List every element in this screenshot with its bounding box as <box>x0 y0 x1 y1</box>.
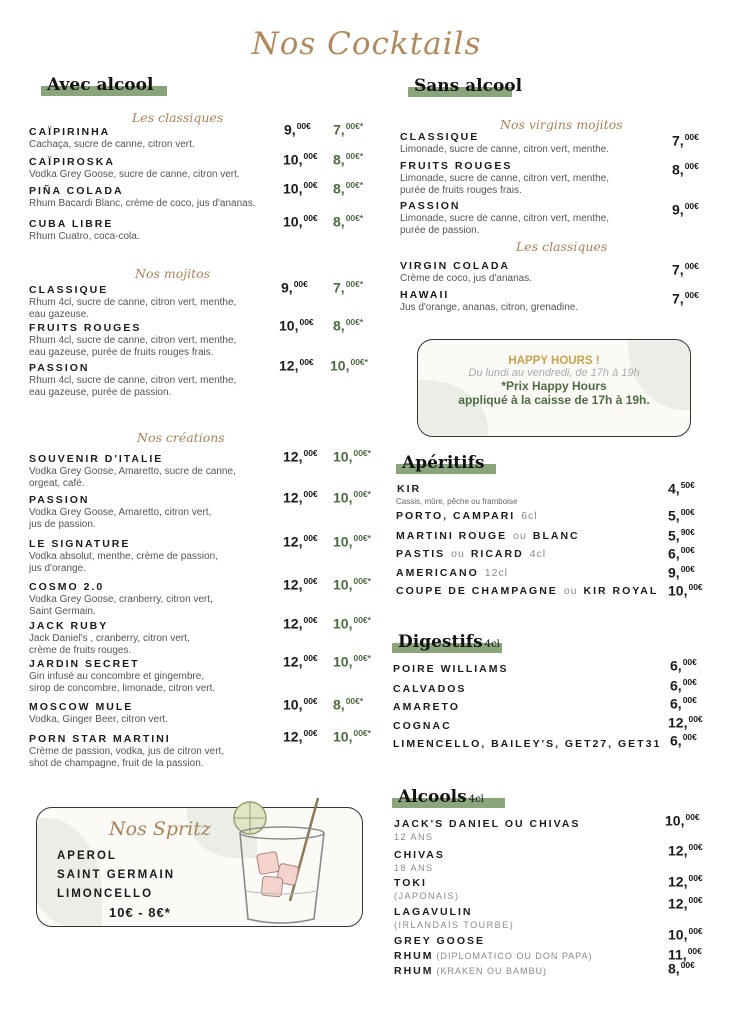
price-amount: 4, <box>668 480 680 497</box>
price-amount: 12, <box>283 533 303 550</box>
price-cents: 00€ <box>688 926 703 936</box>
drink-name: CLASSIQUE <box>29 284 109 296</box>
drink-name: KIR <box>397 483 422 495</box>
price <box>672 201 699 218</box>
price-happy-hour <box>333 448 371 465</box>
price <box>668 564 695 581</box>
spritz-label: Nos Spritz <box>109 818 211 840</box>
price-cents: 00€* <box>345 180 364 190</box>
drink-description: Limonade, sucre de canne, citron vert, menthe, <box>400 173 610 184</box>
price-cents: 00€ <box>688 714 703 724</box>
price-cents: 00€ <box>680 564 695 574</box>
drink-name: CUBA LIBRE <box>29 218 114 230</box>
section-title: Alcools <box>398 787 467 807</box>
drink-description: eau gazeuse, purée de fruits rouges frais. <box>29 346 214 358</box>
price-amount: 8, <box>672 161 684 178</box>
price-amount: 8, <box>333 696 345 713</box>
page-title: Nos Cocktails <box>251 26 482 62</box>
section-title: Sans alcool <box>414 76 523 96</box>
price-cents: 00€ <box>688 842 703 852</box>
price-amount: 6, <box>670 695 682 712</box>
drink-description: Limonade, sucre de canne, citron vert, menthe. <box>400 144 610 155</box>
price-cents: 00€* <box>353 728 371 738</box>
drink-name: PASSION <box>400 200 461 212</box>
price-cents: 00€ <box>303 728 318 738</box>
price-regular <box>279 357 314 374</box>
price-amount: 5, <box>668 527 680 544</box>
drink-name: CAÏPIRINHA <box>29 126 111 138</box>
drink-name: JACK RUBY <box>29 620 109 632</box>
alcool-detail: (JAPONAIS) <box>394 891 460 901</box>
aperitif-part: 4cl <box>529 548 547 560</box>
price <box>668 873 703 890</box>
alcool-detail: (DIPLOMATICO OU DON PAPA) <box>436 951 593 961</box>
alcool-detail: (IRLANDAIS TOURBE) <box>394 920 515 930</box>
price-regular <box>283 615 318 632</box>
subsection-mojitos-label: Nos mojitos <box>135 266 211 281</box>
price-cents: 00€ <box>684 261 699 271</box>
cocktail-glass-illustration <box>228 793 343 928</box>
aperitif-item <box>396 567 514 579</box>
price-amount: 6, <box>670 732 682 749</box>
aperitif-item <box>396 530 586 542</box>
price-amount: 10, <box>283 696 303 713</box>
alcool-item <box>394 818 580 830</box>
price-cents: 50€ <box>680 480 695 490</box>
price <box>668 842 703 859</box>
drink-description: Cassis, mûre, pêche ou framboise <box>396 497 518 506</box>
drink-description: Rhum 4cl, sucre de canne, citron vert, menthe, <box>29 375 237 386</box>
drink-description: shot de champagne, fruit de la passion. <box>29 757 204 769</box>
price-amount: 11, <box>668 946 687 963</box>
section-unit: 4cl <box>468 794 484 805</box>
price-cents: 00€ <box>685 812 700 822</box>
drink-description: Gin infusé au concombre et gingembre, <box>29 671 205 682</box>
price-regular <box>283 533 318 550</box>
price-cents: 00€ <box>682 677 697 687</box>
drink-description: Vodka Grey Goose, sucre de canne, citron vert. <box>29 169 240 180</box>
price <box>668 545 695 562</box>
price-amount: 10, <box>330 357 350 374</box>
alcool-name: GREY GOOSE <box>394 935 485 947</box>
price-amount: 6, <box>668 545 680 562</box>
price-cents: 00€ <box>303 180 318 190</box>
alcool-detail: 18 ANS <box>394 863 434 873</box>
price-cents: 00€* <box>353 653 371 663</box>
price-cents: 00€ <box>296 121 311 131</box>
drink-name: PIÑA COLADA <box>29 185 124 197</box>
aperitif-item <box>396 548 552 560</box>
price-amount: 12, <box>283 448 303 465</box>
price-amount: 9, <box>668 564 680 581</box>
price-amount: 9, <box>281 279 293 296</box>
price-amount: 8, <box>668 960 680 977</box>
drink-description: Crème de coco, jus d'ananas. <box>400 273 532 284</box>
drink-name: PORN STAR MARTINI <box>29 733 171 745</box>
price-cents: 00€ <box>680 507 695 517</box>
price-regular <box>281 279 308 296</box>
drink-description: eau gazeuse, purée de passion. <box>29 386 172 398</box>
section-unit: 4cl <box>484 639 500 650</box>
happy-hours-schedule: Du lundi au vendredi, de 17h à 19h <box>468 367 640 379</box>
price-amount: 10, <box>283 180 303 197</box>
price-cents: 00€ <box>293 279 308 289</box>
price-cents: 00€ <box>684 290 699 300</box>
price-amount: 10, <box>279 317 299 334</box>
spritz-price: 10€ - 8€* <box>109 905 171 920</box>
drink-description: Rhum 4cl, sucre de canne, citron vert, menthe, <box>29 297 237 308</box>
price-cents: 00€* <box>345 121 364 131</box>
price-cents: 00€ <box>684 201 699 211</box>
price-amount: 8, <box>333 151 345 168</box>
price <box>672 161 699 178</box>
price-regular <box>283 696 318 713</box>
price <box>668 507 695 524</box>
subsection-classiques-label: Les classiques <box>516 239 608 254</box>
price-cents: 00€* <box>345 317 364 327</box>
aperitif-part: RICARD <box>470 548 524 560</box>
price-cents: 00€ <box>303 489 318 499</box>
price <box>668 895 703 912</box>
price-cents: 00€ <box>303 533 318 543</box>
section-title: Apéritifs <box>402 453 485 473</box>
price-regular <box>279 317 314 334</box>
alcool-name: RHUM <box>394 950 434 962</box>
price-amount: 6, <box>670 657 682 674</box>
drink-description: purée de fruits rouges frais. <box>400 184 522 196</box>
price-amount: 10, <box>333 615 353 632</box>
drink-description: Vodka Grey Goose, cranberry, citron vert, <box>29 594 213 605</box>
price-amount: 12, <box>283 489 303 506</box>
alcool-name: RHUM <box>394 965 434 977</box>
drink-name: JARDIN SECRET <box>29 658 140 670</box>
price-cents: 00€ <box>303 615 318 625</box>
price-amount: 8, <box>333 317 345 334</box>
price <box>665 812 700 829</box>
price-cents: 00€ <box>303 576 318 586</box>
drink-name: HAWAII <box>400 289 450 301</box>
price <box>668 960 695 977</box>
drink-description: Vodka, Ginger Beer, citron vert. <box>29 714 168 725</box>
alcool-name: JACK'S DANIEL OU CHIVAS <box>394 818 581 830</box>
price-happy-hour <box>330 357 368 374</box>
price <box>670 657 697 674</box>
price <box>672 261 699 278</box>
aperitif-part: AMERICANO <box>396 567 479 579</box>
price-regular <box>283 448 318 465</box>
section-title: Avec alcool <box>47 75 154 95</box>
digestif-item: CALVADOS <box>393 683 467 695</box>
alcool-name: LAGAVULIN <box>394 906 473 918</box>
drink-name: CAÏPIROSKA <box>29 156 115 168</box>
price-cents: 00€* <box>345 151 364 161</box>
price-cents: 00€* <box>345 279 364 289</box>
price-cents: 00€ <box>303 653 318 663</box>
ice-cube-icon <box>256 851 279 874</box>
price-amount: 10, <box>333 653 353 670</box>
section-alcools <box>398 787 484 807</box>
price-amount: 10, <box>283 151 303 168</box>
subsection-virgins-label: Nos virgins mojitos <box>500 117 623 132</box>
drink-description: jus d'orange. <box>29 562 86 574</box>
subsection-classiques-label: Les classiques <box>132 110 224 125</box>
price-amount: 7, <box>333 279 345 296</box>
alcool-item <box>394 935 485 947</box>
digestif-item: COGNAC <box>393 720 452 732</box>
price-cents: 00€ <box>303 696 318 706</box>
aperitif-part: MARTINI ROUGE <box>396 530 508 542</box>
price-regular <box>283 213 318 230</box>
price-cents: 00€ <box>682 657 697 667</box>
price <box>668 480 695 497</box>
price-happy-hour <box>333 121 363 138</box>
aperitif-item <box>396 585 664 597</box>
price-regular <box>283 180 318 197</box>
price-regular <box>283 728 318 745</box>
digestif-item: AMARETO <box>393 701 460 713</box>
price-regular <box>284 121 311 138</box>
price-cents: 00€* <box>345 696 364 706</box>
alcool-item <box>394 965 547 977</box>
price-cents: 00€ <box>688 582 703 592</box>
alcool-detail: (KRAKEN OU BAMBU) <box>436 966 548 976</box>
drink-name: FRUITS ROUGES <box>29 322 142 334</box>
spritz-item: LIMONCELLO <box>57 888 154 900</box>
drink-description: Vodka Grey Goose, Amaretto, citron vert, <box>29 507 212 518</box>
price-amount: 6, <box>670 677 682 694</box>
aperitif-part: BLANC <box>532 530 580 542</box>
section-title: Digestifs <box>398 632 483 652</box>
price-cents: 00€* <box>353 615 371 625</box>
price-amount: 12, <box>283 728 303 745</box>
drink-description: Saint Germain. <box>29 605 96 617</box>
drink-description: Vodka Grey Goose, Amaretto, sucre de canne, <box>29 466 236 477</box>
price-cents: 00€ <box>303 213 318 223</box>
aperitif-part: 12cl <box>484 567 509 579</box>
section-avec-alcool <box>47 75 153 95</box>
price-happy-hour <box>333 653 371 670</box>
price-happy-hour <box>333 615 371 632</box>
aperitif-part: PASTIS <box>396 548 446 560</box>
price-amount: 7, <box>672 132 684 149</box>
price-cents: 00€ <box>303 151 318 161</box>
price <box>668 527 695 544</box>
price-cents: 00€ <box>680 960 695 970</box>
price <box>670 732 697 749</box>
drink-description: Cachaça, sucre de canne, citron vert. <box>29 139 195 150</box>
aperitif-part: ou <box>451 548 465 560</box>
drink-description: jus de passion. <box>29 518 96 530</box>
alcool-item <box>394 849 445 861</box>
drink-name: LE SIGNATURE <box>29 538 131 550</box>
subsection-creations-label: Nos créations <box>137 430 225 445</box>
alcool-name: TOKI <box>394 877 427 889</box>
aperitif-part: ou <box>513 530 527 542</box>
aperitif-part: COUPE DE CHAMPAGNE <box>396 585 558 597</box>
drink-description: sirop de concombre, limonade, citron vert. <box>29 682 216 694</box>
drink-name: PASSION <box>29 494 90 506</box>
price-amount: 9, <box>284 121 296 138</box>
price <box>672 132 699 149</box>
happy-hours-title: HAPPY HOURS ! <box>508 355 600 367</box>
price <box>672 290 699 307</box>
drink-name: SOUVENIR D'ITALIE <box>29 453 164 465</box>
section-aperitifs <box>402 453 485 473</box>
price-happy-hour <box>333 180 363 197</box>
aperitif-item <box>396 510 544 522</box>
price-cents: 90€ <box>680 527 695 537</box>
price-amount: 8, <box>333 213 345 230</box>
price-happy-hour <box>333 489 371 506</box>
price-happy-hour <box>333 696 363 713</box>
price-amount: 7, <box>672 261 684 278</box>
price-cents: 00€* <box>353 489 371 499</box>
price-amount: 12, <box>279 357 299 374</box>
price-happy-hour <box>333 151 363 168</box>
price-cents: 00€* <box>350 357 368 367</box>
price-amount: 12, <box>668 895 688 912</box>
happy-hours-note: *Prix Happy Hours <box>501 379 607 393</box>
price-cents: 00€ <box>299 317 314 327</box>
drink-description: Rhum Cuatro, coca-cola. <box>29 231 140 242</box>
drink-description: Jus d'orange, ananas, citron, grenadine. <box>400 302 579 313</box>
price-happy-hour <box>333 728 371 745</box>
drink-name: VIRGIN COLADA <box>400 260 510 272</box>
price-cents: 00€ <box>682 732 697 742</box>
drink-description: Rhum Bacardi Blanc, crème de coco, jus d'ananas. <box>29 198 256 209</box>
drink-description: Rhum 4cl, sucre de canne, citron vert, menthe, <box>29 335 237 346</box>
price-happy-hour <box>333 533 371 550</box>
price-amount: 12, <box>283 615 303 632</box>
price-happy-hour <box>333 317 363 334</box>
drink-description: Crème de passion, vodka, jus de citron vert, <box>29 746 225 757</box>
price-amount: 5, <box>668 507 680 524</box>
drink-name: PASSION <box>29 362 90 374</box>
price-cents: 00€ <box>299 357 314 367</box>
price-amount: 9, <box>672 201 684 218</box>
price <box>670 695 697 712</box>
price-cents: 00€* <box>353 448 371 458</box>
price-amount: 10, <box>665 812 685 829</box>
price-cents: 00€ <box>684 161 699 171</box>
price-amount: 12, <box>283 576 303 593</box>
alcool-name: CHIVAS <box>394 849 445 861</box>
digestif-item: POIRE WILLIAMS <box>393 663 509 675</box>
drink-name: FRUITS ROUGES <box>400 160 513 172</box>
price-amount: 12, <box>668 873 688 890</box>
price-happy-hour <box>333 213 363 230</box>
price-amount: 10, <box>333 448 353 465</box>
drink-name: CLASSIQUE <box>400 131 480 143</box>
price-cents: 00€ <box>687 946 702 956</box>
price <box>668 582 703 599</box>
price-cents: 00€ <box>688 873 703 883</box>
spritz-item: APEROL <box>57 850 117 862</box>
happy-hours-box <box>417 339 691 437</box>
happy-hours-note-2: appliqué à la caisse de 17h à 19h. <box>458 393 650 407</box>
drink-description: eau gazeuse. <box>29 308 90 320</box>
aperitif-part: 6cl <box>521 510 538 522</box>
price <box>668 926 703 943</box>
price-cents: 00€* <box>353 533 371 543</box>
price-amount: 12, <box>668 842 688 859</box>
alcool-item <box>394 877 427 889</box>
price-amount: 7, <box>333 121 345 138</box>
price-amount: 10, <box>333 576 353 593</box>
price-cents: 00€* <box>353 576 371 586</box>
section-digestifs <box>398 632 500 652</box>
price-cents: 00€ <box>680 545 695 555</box>
price-amount: 10, <box>283 213 303 230</box>
price-cents: 00€ <box>303 448 318 458</box>
section-sans-alcool <box>414 76 522 96</box>
price-amount: 10, <box>333 728 353 745</box>
spritz-item: SAINT GERMAIN <box>57 869 175 881</box>
aperitif-part: KIR ROYAL <box>583 585 659 597</box>
price-regular <box>283 489 318 506</box>
drink-description: Vodka absolut, menthe, crème de passion, <box>29 551 219 562</box>
price-cents: 00€ <box>688 895 703 905</box>
price-amount: 12, <box>668 714 688 731</box>
price-amount: 7, <box>672 290 684 307</box>
price-amount: 8, <box>333 180 345 197</box>
price-amount: 12, <box>283 653 303 670</box>
price-regular <box>283 576 318 593</box>
aperitif-part: PORTO, CAMPARI <box>396 510 516 522</box>
price-happy-hour <box>333 279 363 296</box>
price-cents: 00€ <box>682 695 697 705</box>
aperitif-part: ou <box>563 585 578 597</box>
alcool-item <box>394 950 593 962</box>
price-amount: 10, <box>668 926 688 943</box>
price-regular <box>283 151 318 168</box>
price-regular <box>283 653 318 670</box>
drink-description: crème de fruits rouges. <box>29 644 132 656</box>
price <box>670 677 697 694</box>
price-amount: 10, <box>668 582 688 599</box>
digestif-item: LIMENCELLO, BAILEY'S, GET27, GET31 <box>393 738 662 750</box>
price-happy-hour <box>333 576 371 593</box>
drink-name: MOSCOW MULE <box>29 701 134 713</box>
drink-description: Limonade, sucre de canne, citron vert, menthe, <box>400 213 610 224</box>
drink-description: purée de passion. <box>400 224 480 236</box>
price-amount: 10, <box>333 533 353 550</box>
drink-description: Jack Daniel's , cranberry, citron vert, <box>29 633 190 644</box>
price-cents: 00€* <box>345 213 364 223</box>
alcool-item <box>394 906 472 918</box>
price <box>668 714 703 731</box>
drink-description: orgeat, café. <box>29 477 85 489</box>
price-cents: 00€ <box>684 132 699 142</box>
alcool-detail: 12 ANS <box>394 832 434 842</box>
drink-name: COSMO 2.0 <box>29 581 105 593</box>
price-amount: 10, <box>333 489 353 506</box>
